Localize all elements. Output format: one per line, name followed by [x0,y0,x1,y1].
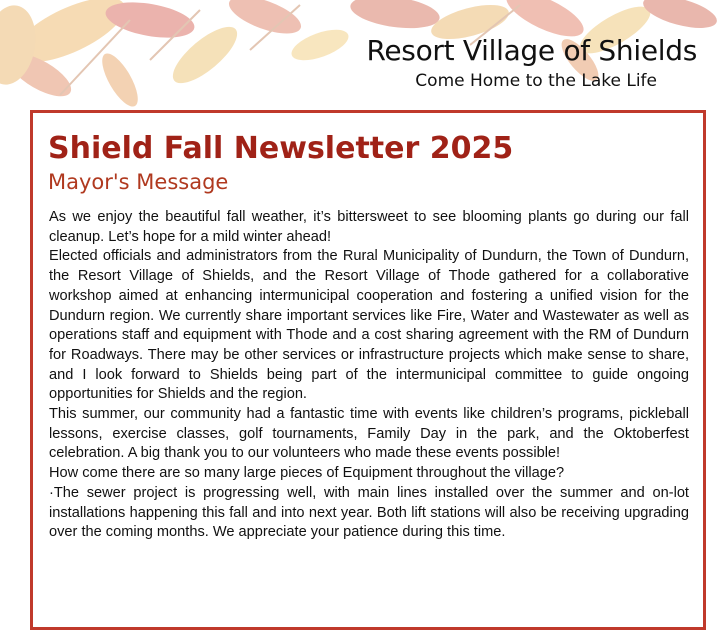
paragraph: ·The sewer project is progressing well, with main lines installed over the summer and on-lot installations happening this fall and into next year. Both lift stations will also be receiving upgrading over the coming months. We appreciate your patience during this time. [49,484,689,541]
newsletter-panel [30,110,706,630]
paragraph: This summer, our community had a fantastic time with events like children’s programs, pickleball lessons, exercise classes, golf tournaments, Family Day in the park, and the Oktoberfest celebration. A big thank you to our volunteers who made these events possible! [49,406,689,462]
organization-name: Resort Village of Shields [366,34,697,67]
section-title: Mayor's Message [48,170,229,194]
tagline: Come Home to the Lake Life [415,71,657,91]
mayors-message-body [49,208,689,543]
paragraph: Elected officials and administrators from the Rural Municipality of Dundurn, the Town of Dundurn, the Resort Village of Shields, and the Resort Village of Thode gathered for a collaborative workshop aimed at enhancing intermunicipal cooperation and fostering a unified vision for the Dundurn region. We currently share important services like Fire, Water and Wastewater as well as operations staff and equipment with Thode and a cost sharing agreement with the RM of Dundurn for Roadways. There may be other services or infrastructure projects which make sense to share, and I look forward to Shields being part of the intermunicipal committee to guide ongoing opportunities for Shields and the region. [49,248,689,403]
paragraph: How come there are so many large pieces of Equipment throughout the village? [49,465,565,482]
newsletter-title: Shield Fall Newsletter 2025 [48,131,514,166]
paragraph: As we enjoy the beautiful fall weather, it’s bittersweet to see blooming plants go during our fall cleanup. Let’s hope for a mild winter ahead! [49,209,689,245]
